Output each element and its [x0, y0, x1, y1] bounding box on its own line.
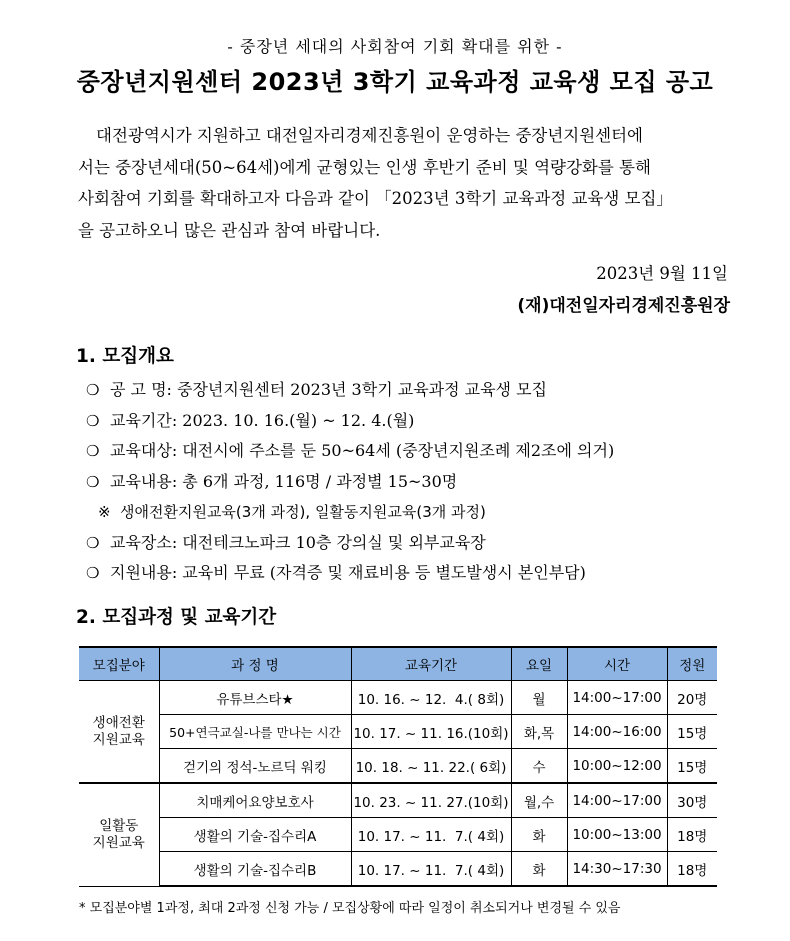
table-row — [79, 783, 717, 818]
circle-bullet-icon: ❍ — [86, 381, 100, 399]
capacity-cell: 15명 — [667, 749, 717, 784]
circle-bullet-icon: ❍ — [86, 564, 100, 582]
list-item-text: 생애전환지원교육(3개 과정), 일활동지원교육(3개 과정) — [120, 503, 486, 521]
capacity-cell: 15명 — [667, 715, 717, 749]
period-cell: 10. 17. ~ 11. 7.( 4회) — [351, 818, 511, 852]
column-header: 시간 — [567, 647, 667, 681]
list-item-text: 교육내용: 총 6개 과정, 116명 / 과정별 15~30명 — [110, 471, 458, 491]
table-row — [79, 818, 717, 852]
circle-bullet-icon: ❍ — [86, 442, 100, 460]
weekday-cell: 화 — [511, 818, 567, 852]
list-item — [86, 436, 766, 467]
category-cell: 일활동 지원교육 — [79, 783, 159, 886]
list-item-text: 공 고 명: 중장년지원센터 2023년 3학기 교육과정 교육생 모집 — [110, 380, 548, 399]
table-row — [79, 749, 717, 784]
section-title-overview: 1. 모집개요 — [76, 346, 174, 367]
table-header-row — [79, 647, 717, 681]
circle-bullet-icon: ❍ — [86, 533, 100, 552]
column-header: 교육기간 — [351, 647, 511, 681]
table-row — [79, 852, 717, 887]
overview-list — [86, 375, 766, 589]
time-cell: 10:00~12:00 — [567, 749, 667, 784]
column-header: 모집분야 — [79, 647, 159, 681]
time-cell: 14:30~17:30 — [567, 852, 667, 887]
list-item-text: 교육기간: 2023. 10. 16.(월) ~ 12. 4.(월) — [110, 410, 415, 430]
list-item-text: 지원내용: 교육비 무료 (자격증 및 재료비용 등 별도발생시 본인부담) — [110, 563, 586, 582]
capacity-cell: 30명 — [667, 783, 717, 818]
period-cell: 10. 17. ~ 11. 7.( 4회) — [351, 852, 511, 887]
list-note — [86, 497, 766, 528]
intro-line: 대전광역시가 지원하고 대전일자리경제진흥원이 운영하는 중장년지원센터에 — [96, 126, 643, 145]
weekday-cell: 화 — [511, 852, 567, 887]
list-item — [86, 467, 766, 498]
weekday-cell: 화,목 — [511, 715, 567, 749]
time-cell: 10:00~13:00 — [567, 818, 667, 852]
column-header: 정원 — [667, 647, 717, 681]
list-item — [86, 406, 766, 437]
course-name-cell: 유튜브스타★ — [159, 681, 351, 715]
intro-line: 을 공고하오니 많은 관심과 참여 바랍니다. — [78, 220, 381, 240]
reference-mark-icon: ※ — [98, 503, 111, 521]
intro-paragraph — [78, 120, 738, 246]
weekday-cell: 수 — [511, 749, 567, 784]
circle-bullet-icon: ❍ — [86, 472, 100, 491]
period-cell: 10. 16. ~ 12. 4.( 8회) — [351, 681, 511, 715]
table-footnote: * 모집분야별 1과정, 최대 2과정 신청 가능 / 모집상황에 따라 일정이 취소되거나 변경될 수 있음 — [79, 901, 621, 916]
course-name-cell: 50+연극교실-나를 만나는 시간 — [159, 715, 351, 749]
list-item-text: 교육대상: 대전시에 주소를 둔 50~64세 (중장년지원조례 제2조에 의거) — [110, 441, 615, 460]
time-cell: 14:00~16:00 — [567, 715, 667, 749]
table-row — [79, 715, 717, 749]
period-cell: 10. 17. ~ 11. 16.(10회) — [351, 715, 511, 749]
capacity-cell: 20명 — [667, 681, 717, 715]
category-cell: 생애전환 지원교육 — [79, 681, 159, 784]
course-name-cell: 생활의 기술-집수리A — [159, 818, 351, 852]
list-item-text: 교육장소: 대전테크노파크 10층 강의실 및 외부교육장 — [110, 532, 486, 552]
issue-date: 2023년 9월 11일 — [596, 264, 728, 283]
course-name-cell: 생활의 기술-집수리B — [159, 852, 351, 887]
intro-line: 서는 중장년세대(50~64세)에게 균형있는 인생 후반기 준비 및 역량강화를 통해 — [78, 157, 651, 177]
course-name-cell: 치매케어요양보호사 — [159, 783, 351, 818]
page-title: 중장년지원센터 2023년 3학기 교육과정 교육생 모집 공고 — [76, 68, 714, 96]
list-item — [86, 558, 766, 589]
table-row — [79, 681, 717, 715]
list-item — [86, 375, 766, 406]
intro-line: 사회참여 기회를 확대하고자 다음과 같이 「2023년 3학기 교육과정 교육생 모집」 — [78, 189, 673, 208]
column-header: 과 정 명 — [159, 647, 351, 681]
capacity-cell: 18명 — [667, 852, 717, 887]
column-header: 요일 — [511, 647, 567, 681]
period-cell: 10. 18. ~ 11. 22.( 6회) — [351, 749, 511, 784]
subtitle: - 중장년 세대의 사회참여 기회 확대를 위한 - — [227, 37, 563, 56]
period-cell: 10. 23. ~ 11. 27.(10회) — [351, 783, 511, 818]
weekday-cell: 월 — [511, 681, 567, 715]
circle-bullet-icon: ❍ — [86, 411, 100, 430]
time-cell: 14:00~17:00 — [567, 783, 667, 818]
issuer-signature: (재)대전일자리경제진흥원장 — [517, 296, 730, 316]
list-item — [86, 528, 766, 559]
course-table — [79, 646, 717, 887]
time-cell: 14:00~17:00 — [567, 681, 667, 715]
capacity-cell: 18명 — [667, 818, 717, 852]
section-title-courses: 2. 모집과정 및 교육기간 — [76, 607, 277, 628]
course-name-cell: 걷기의 정석-노르딕 워킹 — [159, 749, 351, 784]
weekday-cell: 월,수 — [511, 783, 567, 818]
